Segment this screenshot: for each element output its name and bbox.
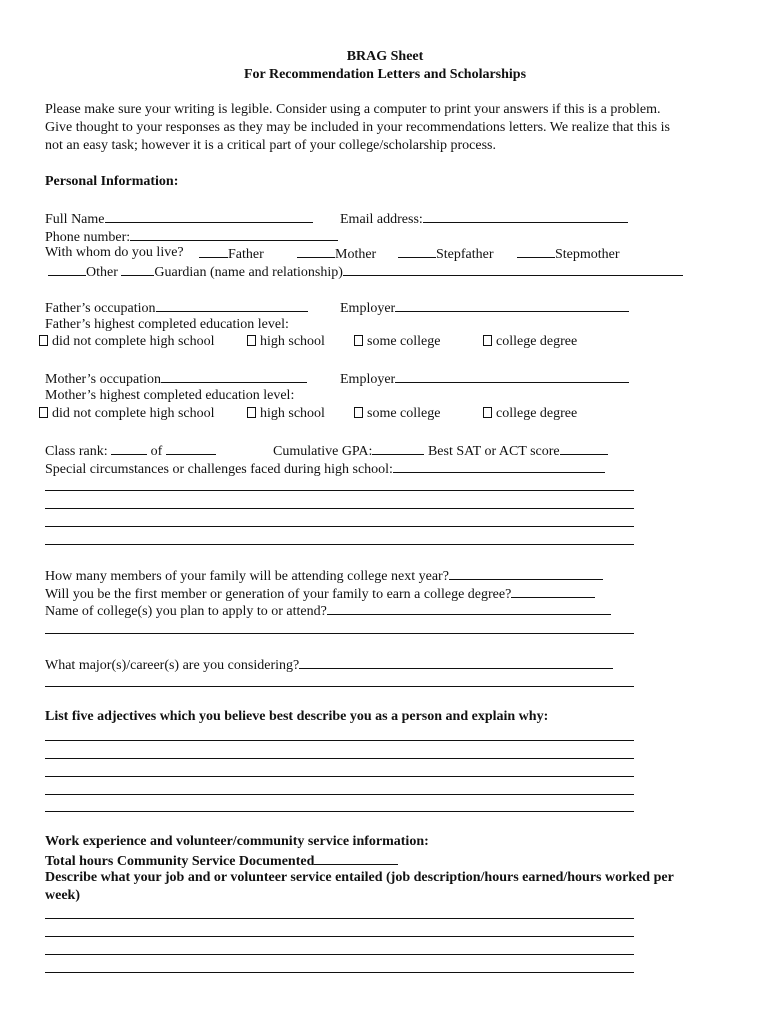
describe-line-1: Describe what your job and or volunteer service entailed (job description/hours earned/hours worked per xyxy=(45,870,674,885)
answer-line[interactable] xyxy=(45,794,634,795)
checkbox[interactable] xyxy=(247,335,256,346)
full-name-field[interactable] xyxy=(105,209,313,223)
major-row xyxy=(45,655,613,674)
first-gen-field[interactable] xyxy=(511,584,595,598)
stepmother-blank[interactable] xyxy=(517,244,555,258)
intro-line-2: Give thought to your responses as they may be included in your recommendations letters. We realize that this is xyxy=(45,120,670,135)
sat-label: Best SAT or ACT score xyxy=(427,444,560,459)
checkbox[interactable] xyxy=(354,407,363,418)
mother-edu-option-2 xyxy=(247,405,325,422)
special-field[interactable] xyxy=(393,459,605,473)
answer-line[interactable] xyxy=(45,758,634,759)
gpa-row xyxy=(273,441,608,460)
major-label: What major(s)/career(s) are you considering? xyxy=(45,658,300,673)
checkbox[interactable] xyxy=(247,407,256,418)
live-with-stepfather xyxy=(398,244,494,263)
stepfather-blank[interactable] xyxy=(398,244,436,258)
live-with-mother xyxy=(297,244,376,263)
answer-line[interactable] xyxy=(45,776,634,777)
answer-line[interactable] xyxy=(45,918,634,919)
father-occupation-row xyxy=(45,298,308,317)
mother-edu-option-4 xyxy=(483,405,577,422)
father-edu-option-2 xyxy=(247,333,325,350)
attending-label: How many members of your family will be attending college next year? xyxy=(45,569,449,584)
answer-line[interactable] xyxy=(45,936,634,937)
sat-field[interactable] xyxy=(560,441,608,455)
father-education-label: Father’s highest completed education level: xyxy=(45,317,289,332)
email-field[interactable] xyxy=(423,209,628,223)
live-with-label: With whom do you live? xyxy=(45,245,184,260)
mother-employer-field[interactable] xyxy=(395,369,629,383)
answer-line[interactable] xyxy=(45,544,634,545)
father-option-label: Father xyxy=(228,247,264,262)
intro-line-3: not an easy task; however it is a critical part of your college/scholarship process. xyxy=(45,138,496,153)
mother-occupation-label: Mother’s occupation xyxy=(45,372,161,387)
mother-option-label: Mother xyxy=(335,247,377,262)
mother-occupation-row xyxy=(45,369,307,388)
option-label: some college xyxy=(367,334,441,349)
answer-line[interactable] xyxy=(45,686,634,687)
mother-blank[interactable] xyxy=(297,244,335,258)
live-with-stepmother xyxy=(517,244,620,263)
father-occupation-field[interactable] xyxy=(156,298,308,312)
option-label: high school xyxy=(260,406,325,421)
hours-row xyxy=(45,851,398,870)
gpa-label: Cumulative GPA: xyxy=(273,444,373,459)
stepfather-option-label: Stepfather xyxy=(436,247,494,262)
adjectives-heading: List five adjectives which you believe best describe you as a person and explain why: xyxy=(45,709,549,724)
option-label: some college xyxy=(367,406,441,421)
colleges-row xyxy=(45,601,611,620)
full-name-row xyxy=(45,209,313,228)
work-heading: Work experience and volunteer/community service information: xyxy=(45,834,429,849)
option-label: college degree xyxy=(496,406,578,421)
mother-employer-label: Employer xyxy=(340,372,396,387)
answer-line[interactable] xyxy=(45,740,634,741)
father-employer-row xyxy=(340,298,629,317)
father-employer-label: Employer xyxy=(340,301,396,316)
guardian-field[interactable] xyxy=(343,262,683,276)
class-rank-row xyxy=(45,441,216,460)
class-rank-field[interactable] xyxy=(111,441,147,455)
father-edu-option-3 xyxy=(354,333,440,350)
colleges-label: Name of college(s) you plan to apply to or attend? xyxy=(45,604,327,619)
option-label: high school xyxy=(260,334,325,349)
email-label: Email address: xyxy=(340,212,423,227)
first-gen-label: Will you be the first member or generation of your family to earn a college degree? xyxy=(45,587,512,602)
phone-field[interactable] xyxy=(130,227,338,241)
page-title: BRAG Sheet xyxy=(346,49,424,64)
major-field[interactable] xyxy=(299,655,613,669)
intro-line-1: Please make sure your writing is legible. Consider using a computer to print your answers if this is a problem. xyxy=(45,102,661,117)
answer-line[interactable] xyxy=(45,633,634,634)
guardian-blank[interactable] xyxy=(121,262,154,276)
mother-education-label: Mother’s highest completed education level: xyxy=(45,388,295,403)
describe-line-2: week) xyxy=(45,888,80,903)
class-rank-of-label: of xyxy=(150,444,163,459)
section-heading-personal: Personal Information: xyxy=(45,174,179,189)
option-label: college degree xyxy=(496,334,578,349)
option-label: did not complete high school xyxy=(52,334,215,349)
father-edu-option-4 xyxy=(483,333,577,350)
answer-line[interactable] xyxy=(45,954,634,955)
answer-line[interactable] xyxy=(45,811,634,812)
checkbox[interactable] xyxy=(354,335,363,346)
option-label: did not complete high school xyxy=(52,406,215,421)
guardian-option-label: Guardian (name and relationship) xyxy=(154,265,343,280)
mother-edu-option-1 xyxy=(39,405,215,422)
attending-row xyxy=(45,566,603,585)
other-option-label: Other xyxy=(86,265,118,280)
special-row xyxy=(45,459,605,478)
attending-field[interactable] xyxy=(449,566,603,580)
father-edu-option-1 xyxy=(39,333,215,350)
checkbox[interactable] xyxy=(483,335,492,346)
answer-line[interactable] xyxy=(45,508,634,509)
class-size-field[interactable] xyxy=(166,441,216,455)
mother-edu-option-3 xyxy=(354,405,440,422)
father-employer-field[interactable] xyxy=(395,298,629,312)
stepmother-option-label: Stepmother xyxy=(555,247,620,262)
answer-line[interactable] xyxy=(45,490,634,491)
answer-line[interactable] xyxy=(45,972,634,973)
mother-occupation-field[interactable] xyxy=(161,369,307,383)
hours-field[interactable] xyxy=(314,851,398,865)
phone-label: Phone number: xyxy=(45,230,131,245)
class-rank-label: Class rank: xyxy=(45,444,108,459)
checkbox[interactable] xyxy=(39,335,48,346)
father-occupation-label: Father’s occupation xyxy=(45,301,156,316)
special-label: Special circumstances or challenges faced during high school: xyxy=(45,462,393,477)
checkbox[interactable] xyxy=(39,407,48,418)
mother-employer-row xyxy=(340,369,629,388)
colleges-field[interactable] xyxy=(327,601,611,615)
email-row xyxy=(340,209,628,228)
gpa-field[interactable] xyxy=(372,441,424,455)
checkbox[interactable] xyxy=(483,407,492,418)
other-blank[interactable] xyxy=(48,262,86,276)
page-subtitle: For Recommendation Letters and Scholarships xyxy=(243,67,527,82)
father-blank[interactable] xyxy=(199,244,228,258)
full-name-label: Full Name xyxy=(45,212,105,227)
answer-line[interactable] xyxy=(45,526,634,527)
hours-label: Total hours Community Service Documented xyxy=(45,854,315,869)
live-with-father xyxy=(199,244,264,263)
other-guardian-row xyxy=(48,262,683,281)
